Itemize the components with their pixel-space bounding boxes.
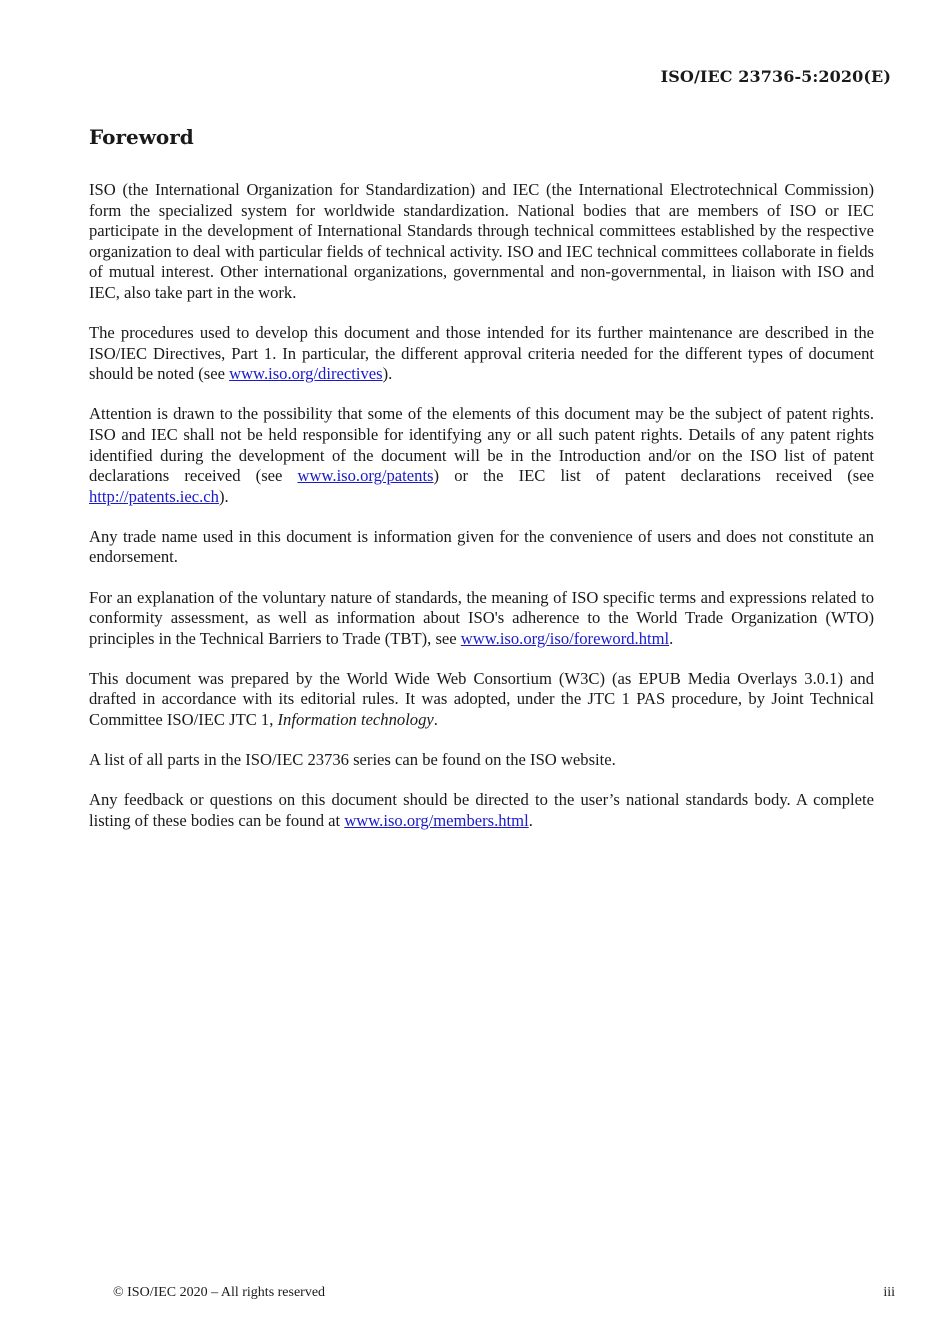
paragraph-procedures (89, 323, 874, 385)
paragraph-prepared-by (89, 669, 874, 731)
foreword-body (89, 180, 874, 851)
iso-patents-link[interactable]: www.iso.org/patents (297, 466, 434, 486)
paragraph-text: Attention is drawn to the possibility that some of the elements of this document may be the subject of patent rights. ISO and IEC shall not be held responsible for identifying any or all such patent rights. Details of any patent rights identified during the development of the document will be in the Introduction and/or on the ISO list of patent declarations received (see (89, 404, 874, 486)
iec-patents-link[interactable]: http://patents.iec.ch (89, 486, 219, 506)
page-title: Foreword (89, 125, 194, 149)
page-number: iii (883, 1285, 895, 1300)
paragraph-text: The procedures used to develop this document and those intended for its further maintenance are described in the ISO/IEC Directives, Part 1. In particular, the different approval criteria needed for the different types of document should be noted (see (89, 323, 874, 384)
paragraph-feedback (89, 790, 874, 831)
paragraph-text: ). (382, 364, 393, 384)
paragraph-patents (89, 404, 874, 507)
directives-link[interactable]: www.iso.org/directives (229, 364, 383, 384)
paragraph-text: ). (218, 486, 229, 506)
paragraph-text: ISO (the International Organization for Standardization) and IEC (the International Electrotechnical Commission) form the specialized system for worldwide standardization. National bodies that are members of ISO or IEC participate in the development of International Standards through technical committees established by the respective organization to deal with particular fields of technical activity. ISO and IEC technical committees collaborate in fields of mutual interest. Other international organizations, governmental and non-governmental, in liaison with ISO and IEC, also take part in the work. (89, 180, 874, 302)
paragraph-text: A list of all parts in the ISO/IEC 23736 series can be found on the ISO website. (89, 750, 616, 770)
paragraph-iso-iec-intro (89, 180, 874, 304)
paragraph-text: For an explanation of the voluntary nature of standards, the meaning of ISO specific terms and expressions related to conformity assessment, as well as information about ISO's adherence to the World Trade Organization (WTO) principles in the Technical Barriers to Trade (TBT), see (89, 587, 874, 648)
paragraph-text: Any trade name used in this document is information given for the convenience of users and does not constitute an endorsement. (89, 526, 874, 567)
paragraph-text: . (528, 810, 533, 830)
paragraph-text: Any feedback or questions on this document should be directed to the user’s national standards body. A complete listing of these bodies can be found at (89, 790, 874, 830)
foreword-link[interactable]: www.iso.org/iso/foreword.html (460, 628, 670, 648)
paragraph-text: . (669, 628, 674, 648)
members-link[interactable]: www.iso.org/members.html (344, 810, 529, 830)
paragraph-trade-name (89, 527, 874, 568)
paragraph-text: . (433, 709, 438, 729)
paragraph-voluntary-nature (89, 588, 874, 650)
committee-name: Information technology (277, 709, 434, 729)
paragraph-text: This document was prepared by the World Wide Web Consortium (W3C) (as EPUB Media Overlays 3.0.1) and drafted in accordance with its editorial rules. It was adopted, under the JTC 1 PAS procedure, by Joint Technical Committee ISO/IEC JTC 1, (89, 668, 874, 729)
document-identifier: ISO/IEC 23736-5:2020(E) (660, 67, 891, 86)
paragraph-text: ) or the IEC list of patent declarations received (see (433, 466, 874, 486)
copyright-notice: © ISO/IEC 2020 – All rights reserved (113, 1285, 326, 1300)
paragraph-series-list (89, 750, 874, 771)
